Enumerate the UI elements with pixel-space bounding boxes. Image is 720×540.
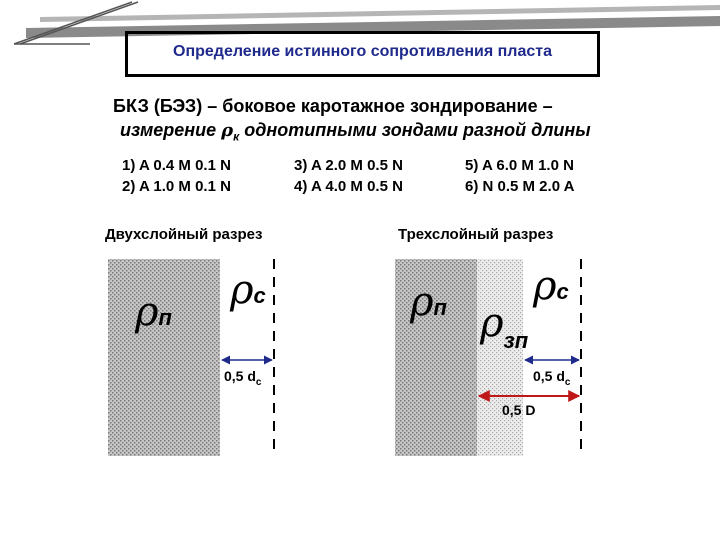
rho-symbol: ρ <box>410 279 434 325</box>
formation-subscript: п <box>433 295 447 320</box>
three-layer-rho-formation <box>410 279 447 325</box>
probe-6: 6) N 0.5 M 2.0 A <box>465 178 575 195</box>
two-layer-rho-borehole <box>230 267 266 313</box>
dim-subscript: c <box>255 376 262 388</box>
probe-1: 1) A 0.4 M 0.1 N <box>122 157 231 174</box>
zone-subscript: зп <box>503 328 529 353</box>
rho-k-subscript: к <box>233 129 240 144</box>
two-layer-heading: Двухслойный разрез <box>105 226 263 243</box>
three-layer-rho-zone <box>480 300 529 353</box>
borehole-subscript: c <box>556 279 569 304</box>
dim-text: 0,5 d <box>533 368 565 384</box>
probe-5: 5) A 6.0 M 1.0 N <box>465 157 574 174</box>
three-layer-dc-label <box>533 368 570 388</box>
three-layer-rho-borehole <box>533 263 569 309</box>
three-layer-invaded-zone <box>477 259 523 456</box>
two-layer-dc-label <box>224 368 261 388</box>
rho-k-symbol: ρ <box>221 120 234 141</box>
two-layer-formation <box>108 259 220 456</box>
dim-text: 0,5 d <box>224 368 256 384</box>
probe-4: 4) A 4.0 M 0.5 N <box>294 178 403 195</box>
three-layer-D-label: 0,5 D <box>502 402 536 418</box>
rho-symbol: ρ <box>480 300 504 346</box>
rho-symbol: ρ <box>230 267 254 313</box>
borehole-subscript: c <box>253 283 266 308</box>
page-title: Определение истинного сопротивления пласта <box>173 43 552 60</box>
subtitle-line-2-end: однотипными зондами разной длины <box>239 120 591 140</box>
formation-subscript: п <box>158 305 172 330</box>
subtitle-line-1: БКЗ (БЭЗ) – боковое каротажное зондирование – <box>113 96 553 116</box>
three-layer-heading: Трехслойный разрез <box>398 226 554 243</box>
rho-symbol: ρ <box>533 263 557 309</box>
probe-2: 2) A 1.0 M 0.1 N <box>122 178 231 195</box>
rho-symbol: ρ <box>135 289 159 335</box>
subtitle-line-2-start: измерение <box>120 120 222 140</box>
dim-subscript: c <box>564 376 571 388</box>
two-layer-rho-formation <box>135 289 172 335</box>
probe-3: 3) A 2.0 M 0.5 N <box>294 157 403 174</box>
